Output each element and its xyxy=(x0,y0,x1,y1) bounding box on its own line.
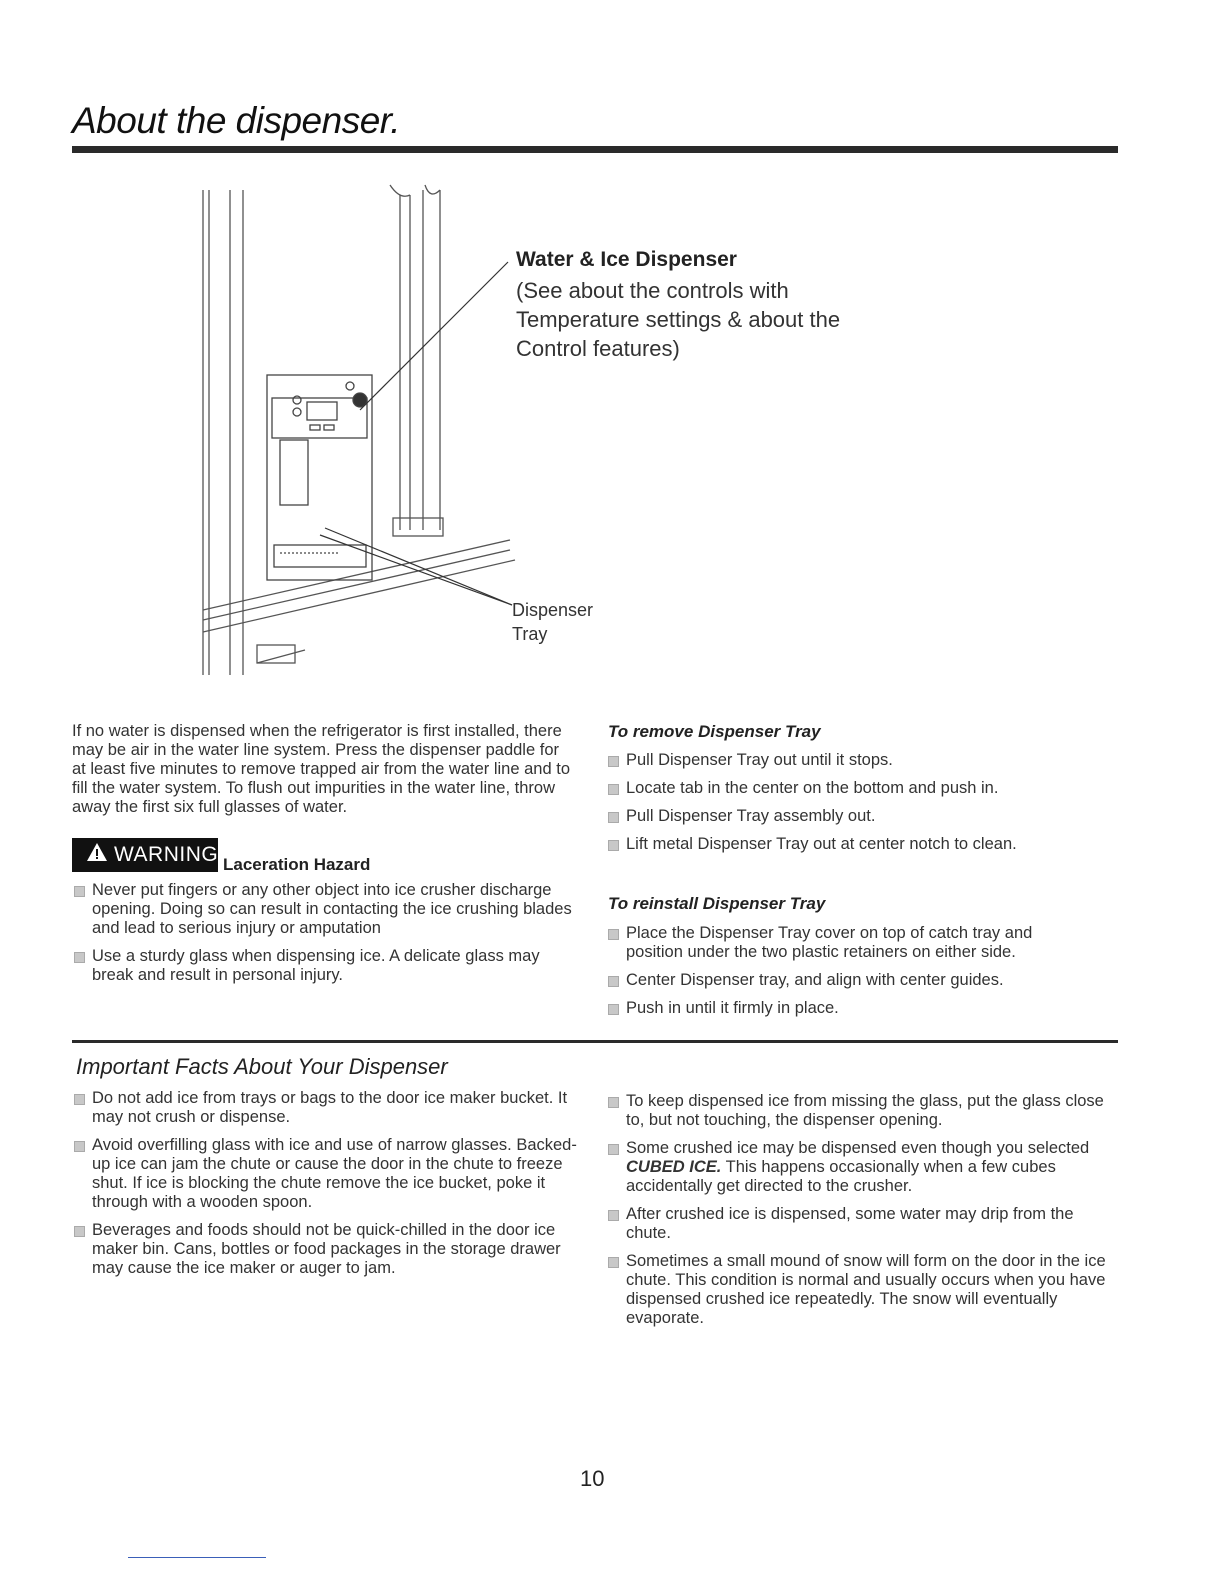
tray-label-line-1: Dispenser xyxy=(512,600,594,620)
warning-badge xyxy=(72,838,218,872)
warning-triangle-icon xyxy=(86,842,108,868)
list-item: Never put fingers or any other object into ice crusher discharge opening. Doing so can result in contacting the ice crushing blades and lead to serious injury or amputation xyxy=(72,881,572,938)
list-item: Pull Dispenser Tray assembly out. xyxy=(606,807,1106,826)
callout-line-1: (See about the controls with xyxy=(516,278,789,303)
list-item: Pull Dispenser Tray out until it stops. xyxy=(606,751,1106,770)
cubed-ice-emphasis: CUBED ICE. xyxy=(626,1158,722,1176)
list-item: Do not add ice from trays or bags to the door ice maker bucket. It may not crush or dispense. xyxy=(72,1089,592,1127)
list-item: Push in until it firmly in place. xyxy=(606,999,1076,1018)
remove-tray-list xyxy=(606,751,1106,863)
reinstall-tray-heading: To reinstall Dispenser Tray xyxy=(608,894,826,913)
list-item xyxy=(606,1139,1121,1196)
list-item: Place the Dispenser Tray cover on top of catch tray and position under the two plastic retainers on either side. xyxy=(606,924,1076,962)
list-item: Avoid overfilling glass with ice and use of narrow glasses. Backed-up ice can jam the chute or cause the door in the chute to freeze shut. If ice is blocking the chute remove the ice bucket, poke it through with a wooden spoon. xyxy=(72,1136,592,1212)
page-number: 10 xyxy=(580,1466,605,1491)
footer-line xyxy=(128,1557,266,1558)
callout-line-3: Control features) xyxy=(516,336,680,361)
hazard-title: Laceration Hazard xyxy=(223,855,371,874)
reinstall-tray-list xyxy=(606,924,1076,1027)
callout-line-2: Temperature settings & about the xyxy=(516,307,841,332)
callout-title: Water & Ice Dispenser xyxy=(516,248,737,271)
tray-label xyxy=(512,598,593,646)
remove-tray-heading: To remove Dispenser Tray xyxy=(608,722,821,741)
warning-label: WARNING xyxy=(114,843,219,866)
callout-leader-lines xyxy=(290,260,520,620)
tray-label-line-2: Tray xyxy=(512,624,548,644)
list-item: Use a sturdy glass when dispensing ice. A delicate glass may break and result in personal injury. xyxy=(72,947,572,985)
list-item: To keep dispensed ice from missing the glass, put the glass close to, but not touching, the dispenser opening. xyxy=(606,1092,1121,1130)
list-item: Center Dispenser tray, and align with center guides. xyxy=(606,971,1076,990)
list-item: Locate tab in the center on the bottom and push in. xyxy=(606,779,1106,798)
facts-right-list xyxy=(606,1092,1121,1337)
warning-list xyxy=(72,881,572,994)
fact-text-pre: Some crushed ice may be dispensed even though you selected xyxy=(626,1139,1090,1157)
intro-paragraph: If no water is dispensed when the refrigerator is first installed, there may be air in the water line system. Press the dispenser paddle for at least five minutes to remove trapped air from the water line and to fill the water system. To flush out impurities in the water line, throw away the first six full glasses of water. xyxy=(72,722,570,816)
title-rule xyxy=(72,146,1118,153)
list-item: Sometimes a small mound of snow will form on the door in the ice chute. This condition is normal and usually occurs when you have dispensed crushed ice repeatedly. The snow will eventually evaporate. xyxy=(606,1252,1121,1328)
list-item: After crushed ice is dispensed, some water may drip from the chute. xyxy=(606,1205,1121,1243)
section-rule xyxy=(72,1040,1118,1043)
callout-body xyxy=(516,276,840,363)
facts-heading: Important Facts About Your Dispenser xyxy=(76,1054,448,1079)
facts-left-list xyxy=(72,1089,592,1287)
page-title: About the dispenser. xyxy=(72,100,401,141)
list-item: Lift metal Dispenser Tray out at center notch to clean. xyxy=(606,835,1106,854)
fact-text-post: This happens occasionally when a few cubes accidentally get directed to the crusher. xyxy=(626,1158,1056,1195)
list-item: Beverages and foods should not be quick-chilled in the door ice maker bin. Cans, bottles or food packages in the storage drawer may cause the ice maker or auger to jam. xyxy=(72,1221,592,1278)
